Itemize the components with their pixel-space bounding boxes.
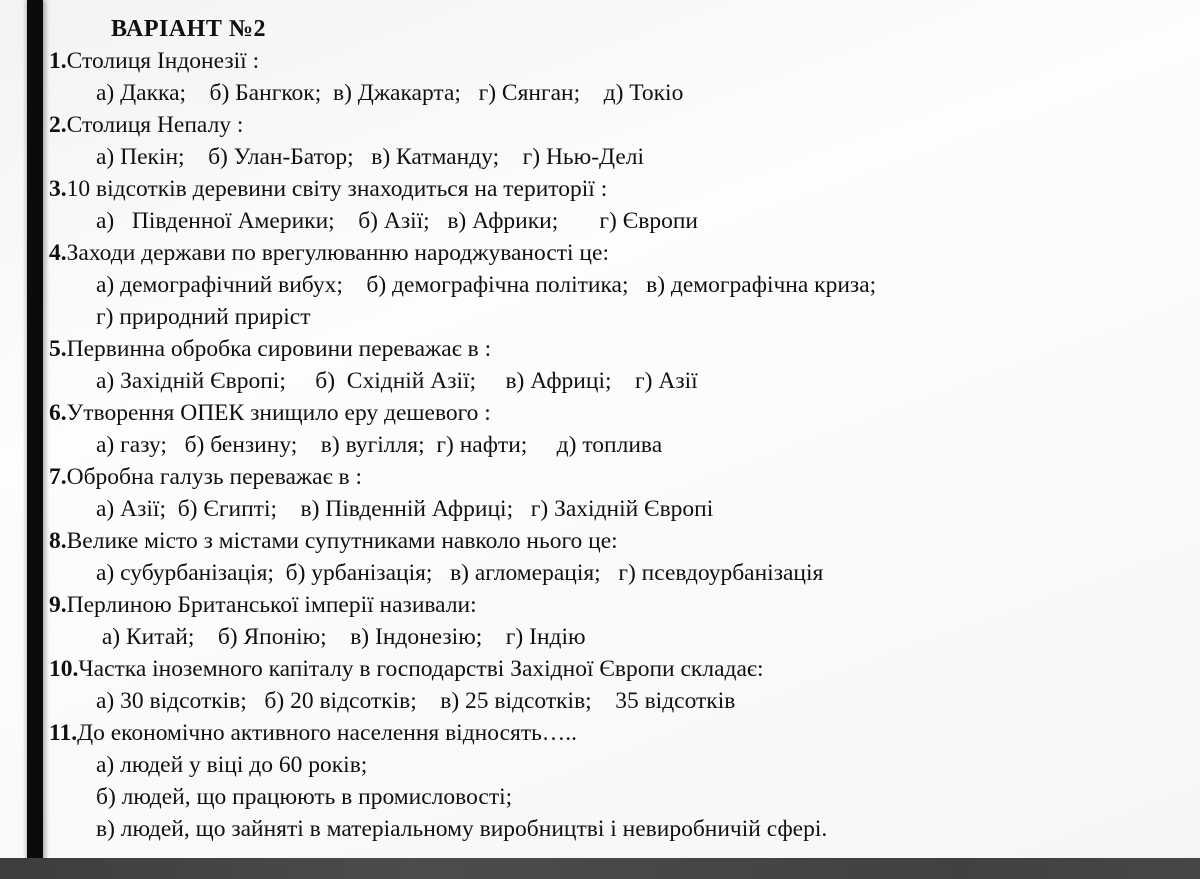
question-text-line [49,333,1192,365]
question-title-text: Обробна галузь переважає в : [66,464,363,490]
question-1 [49,45,1192,109]
question-number: 2. [49,112,67,138]
page-left-binding-edge [27,0,43,879]
question-8 [49,525,1192,589]
question-title-text: Утворення ОПЕК знищило еру дешевого : [66,400,491,426]
question-number: 5. [49,336,67,362]
answer-options-line: а) 30 відсотків; б) 20 відсотків; в) 25 відсотків; 35 відсотків [96,688,736,714]
answer-options-line: а) Пекін; б) Улан-Батор; в) Катманду; г) Нью-Делі [96,144,645,170]
question-11 [49,717,1192,845]
question-title-text: Столиця Індонезії : [66,48,260,74]
question-text-line [49,461,1192,493]
question-text-line [49,717,1192,749]
question-text-line [49,397,1192,429]
answer-options-line: а) Азії; б) Єгипті; в) Південній Африці; г) Західній Європі [96,496,714,522]
question-text-line [49,45,1192,77]
question-title-text: Столиця Непалу : [66,112,244,138]
questions-list [49,45,1192,845]
answer-options-line: а) Південної Америки; б) Азії; в) Африки; г) Європи [96,208,699,234]
question-number: 7. [49,464,67,490]
answer-options-line: а) субурбанізація; б) урбанізація; в) агломерація; г) псевдоурбанізація [96,560,824,586]
question-text-line [49,525,1192,557]
question-text-line [49,653,1192,685]
answer-options-line: а) Дакка; б) Бангкок; в) Джакарта; г) Сянган; д) Токіо [96,80,684,106]
document-content [49,13,1192,845]
question-text-line [49,109,1192,141]
question-text-line [49,237,1192,269]
question-title-text: Первинна обробка сировини переважає в : [66,336,492,362]
question-5 [49,333,1192,397]
answer-options-line: а) газу; б) бензину; в) вугілля; г) нафти; д) топлива [96,432,663,458]
question-title-text: До економічно активного населення відносять….. [77,720,578,746]
question-number: 1. [49,48,67,74]
answer-options-line: а) людей у віці до 60 років; [96,752,368,778]
answer-options-line: б) людей, що працюють в промисловості; [96,784,513,810]
answer-options-line: а) демографічний вибух; б) демографічна політика; в) демографічна криза; [96,272,877,298]
answer-options-line: г) природний приріст [96,304,311,330]
document-title: ВАРІАНТ №2 [111,16,266,42]
question-title-text: 10 відсотків деревини світу знаходиться на території : [66,176,608,202]
question-10 [49,653,1192,717]
question-number: 4. [49,240,67,266]
answer-options-line: а) Китай; б) Японію; в) Індонезію; г) Індію [96,624,586,650]
question-4 [49,237,1192,333]
question-number: 9. [49,592,67,618]
question-number: 6. [49,400,67,426]
question-7 [49,461,1192,525]
question-2 [49,109,1192,173]
question-title-text: Перлиною Британської імперії називали: [66,592,477,618]
question-text-line [49,173,1192,205]
question-text-line [49,589,1192,621]
question-title-text: Велике місто з містами супутниками навколо нього це: [66,528,618,554]
question-title-text: Частка іноземного капіталу в господарстві Західної Європи складає: [78,656,764,682]
question-title-text: Заходи держави по врегулюванню народжуваності це: [66,240,609,266]
answer-options-line: а) Західній Європі; б) Східній Азії; в) Африці; г) Азії [96,368,698,394]
question-number: 11. [49,720,78,746]
question-number: 8. [49,528,67,554]
question-6 [49,397,1192,461]
question-number: 3. [49,176,67,202]
question-number: 10. [49,656,79,682]
question-9 [49,589,1192,653]
answer-options-line: в) людей, що зайняті в матеріальному виробництві і невиробничій сфері. [96,816,828,842]
page-bottom-edge [0,858,1200,879]
question-3 [49,173,1192,237]
